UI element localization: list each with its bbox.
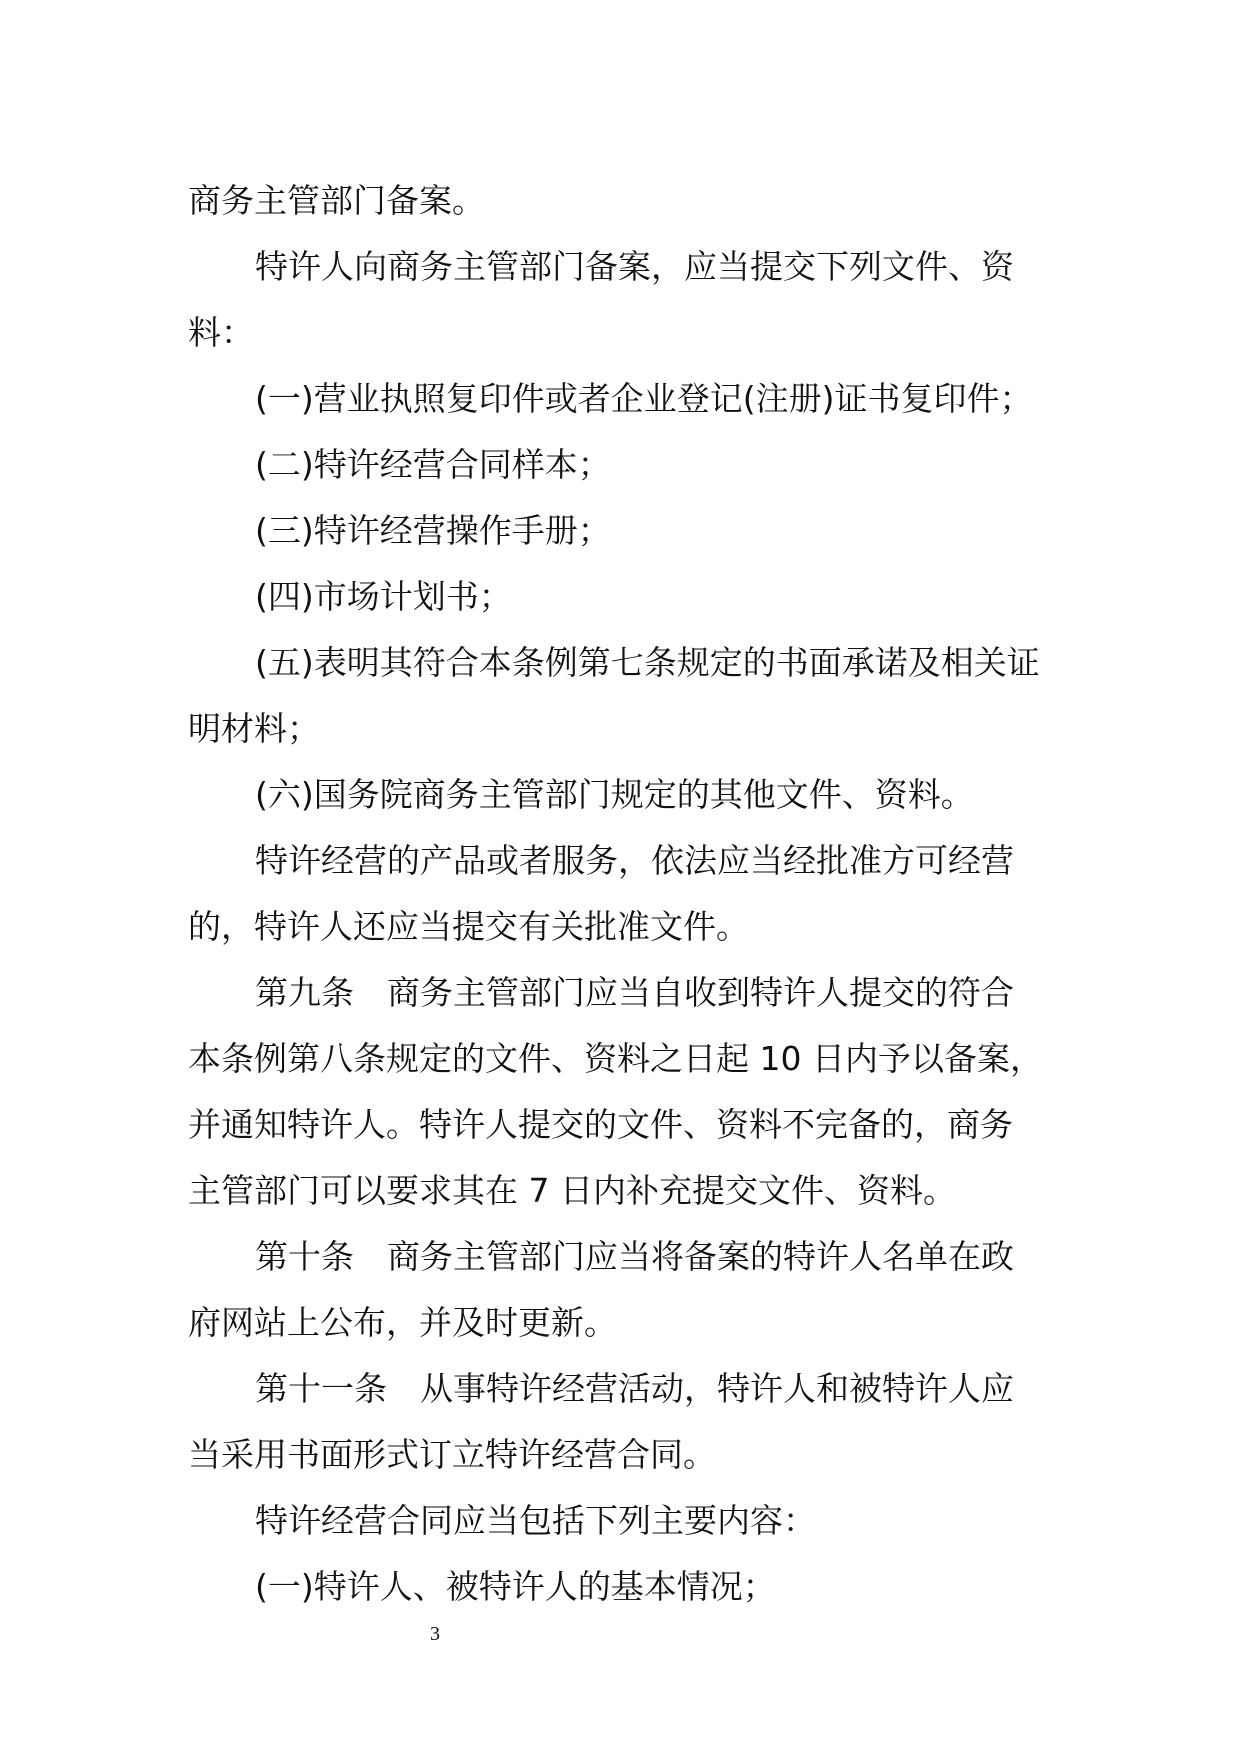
text-line: 特许经营合同应当包括下列主要内容： [255,1501,816,1540]
article-eleven-heading-line: 第十一条 从事特许经营活动，特许人和被特许人应 [255,1369,1014,1408]
list-item: (六)国务院商务主管部门规定的其他文件、资料。 [255,775,974,814]
list-item: (一)特许人、被特许人的基本情况； [255,1567,776,1606]
article-ten-heading-line: 第十条 商务主管部门应当将备案的特许人名单在政 [255,1237,1014,1276]
text-line: 明材料； [188,709,320,748]
text-line: 特许经营的产品或者服务，依法应当经批准方可经营 [255,841,1014,880]
text-line: 料： [188,313,254,352]
text-line: 主管部门可以要求其在 7 日内补充提交文件、资料。 [188,1171,956,1210]
list-item: (三)特许经营操作手册； [255,511,611,550]
page-number: 3 [430,1623,440,1645]
article-nine-heading-line: 第九条 商务主管部门应当自收到特许人提交的符合 [255,973,1014,1012]
text-line: 当采用书面形式订立特许经营合同。 [188,1435,716,1474]
list-item: (四)市场计划书； [255,577,512,616]
text-line: 并通知特许人。特许人提交的文件、资料不完备的，商务 [188,1105,1013,1144]
list-item: (二)特许经营合同样本； [255,445,611,484]
text-line: 府网站上公布，并及时更新。 [188,1303,617,1342]
list-item: (五)表明其符合本条例第七条规定的书面承诺及相关证 [255,643,1040,682]
text-line: 商务主管部门备案。 [188,181,485,220]
document-body [188,168,1053,1620]
list-item: (一)营业执照复印件或者企业登记(注册)证书复印件； [255,379,1033,418]
text-line: 特许人向商务主管部门备案，应当提交下列文件、资 [255,247,1014,286]
text-line: 的，特许人还应当提交有关批准文件。 [188,907,749,946]
text-line: 本条例第八条规定的文件、资料之日起 10 日内予以备案， [188,1039,1043,1078]
